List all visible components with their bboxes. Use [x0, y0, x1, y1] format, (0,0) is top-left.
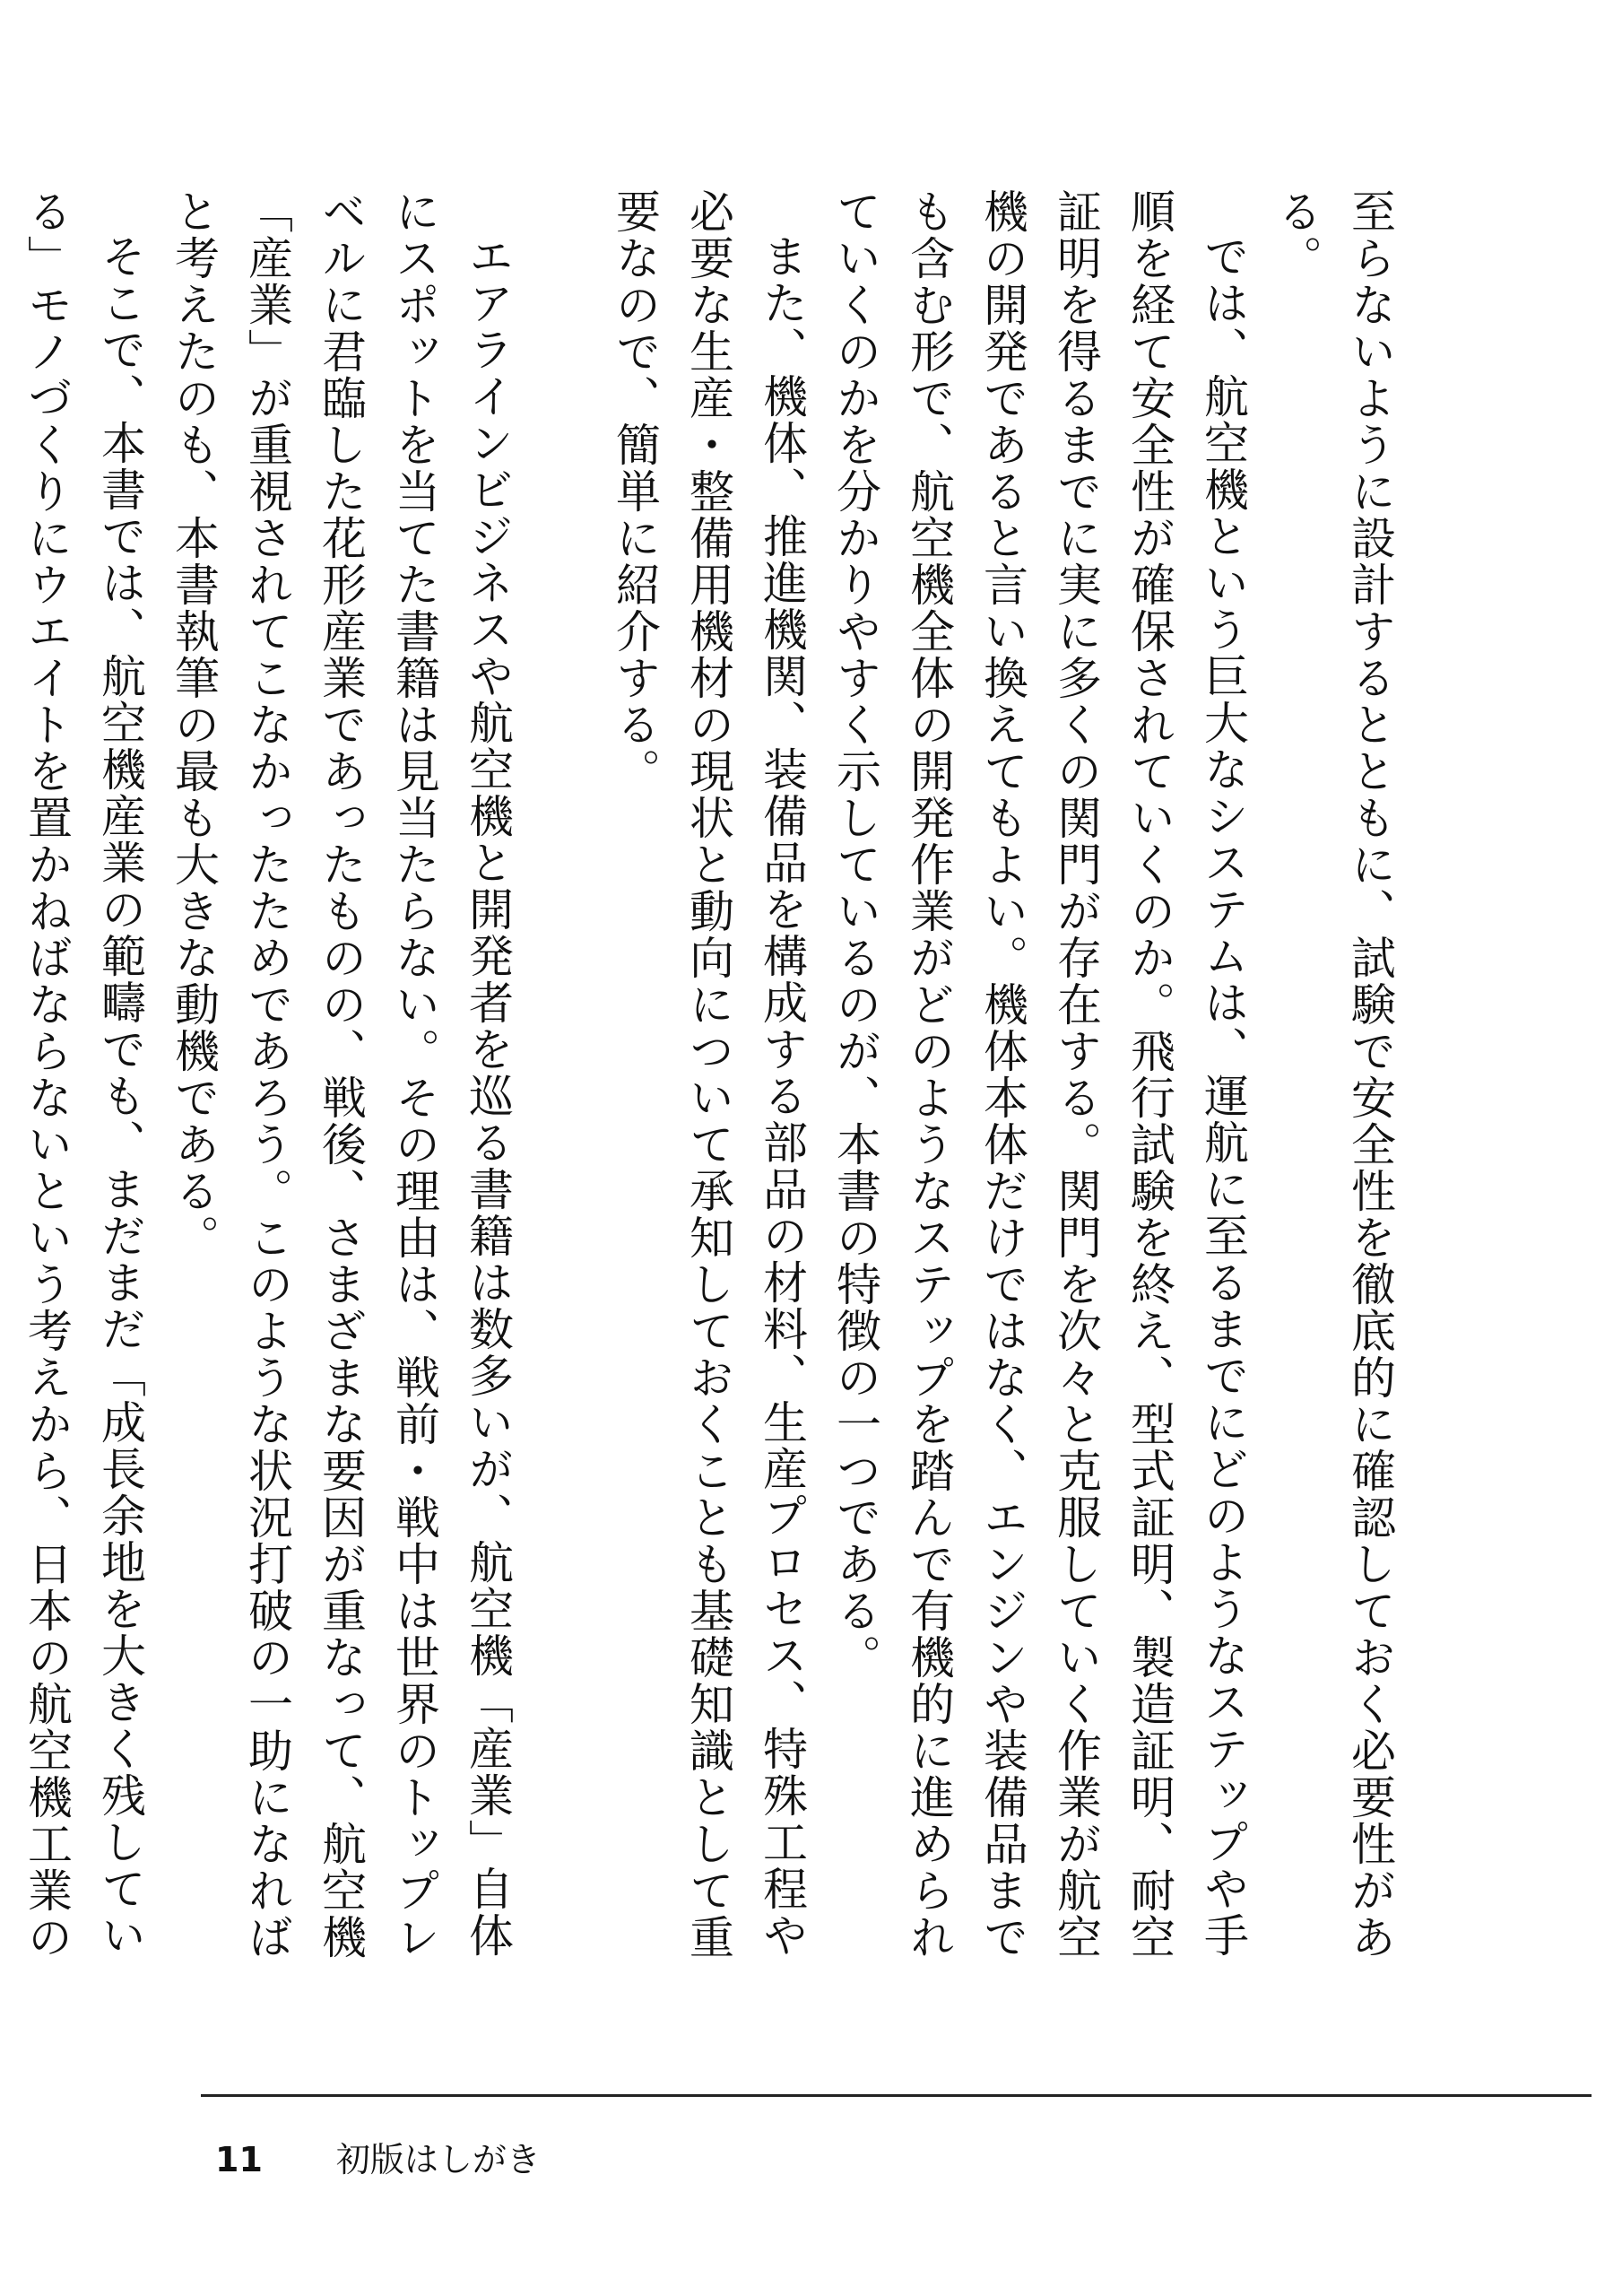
running-head: 初版はしがき [335, 2140, 541, 2179]
page-number: 11 [215, 2140, 263, 2179]
footer-rule [201, 2094, 1592, 2097]
paragraph-1: 至らないように設計するとともに、試験で安全性を徹底的に確認しておく必要性がある。 [1271, 188, 1396, 1961]
page-footer [215, 2133, 541, 2187]
paragraph-5: そこで、本書では、航空機産業の範疇でも、まだまだ「成長余地を大きく残している」モノづくりにウエイトを置かねばならないという考えから、日本の航空機工業の [21, 188, 146, 1961]
paragraph-2: では、航空機という巨大なシステムは、運航に至るまでにどのようなステップや手順を経て安全性が確保されていくのか。飛行試験を終え、型式証明、製造証明、耐空証明を得るまでに実に多くの関門が存在する。関門を次々と克服していく作業が航空機の開発であると言い換えてもよい。機体本体だけではなく、エンジンや装備品までも含む形で、航空機全体の開発作業がどのようなステップを踏んで有機的に進められていくのかを分かりやすく示しているのが、本書の特徴の一つである。 [829, 188, 1249, 1961]
vertical-body-text [21, 188, 1407, 1964]
paragraph-4: エアラインビジネスや航空機と開発者を巡る書籍は数多いが、航空機「産業」自体にスポットを当てた書籍は見当たらない。その理由は、戦前・戦中は世界のトップレベルに君臨した花形産業であったものの、戦後、さまざまな要因が重なって、航空機「産業」が重視されてこなかったためであろう。このような状況打破の一助になればと考えたのも、本書執筆の最も大きな動機である。 [168, 188, 514, 1961]
paragraph-3: また、機体、推進機関、装備品を構成する部品の材料、生産プロセス、特殊工程や必要な生産・整備用機材の現状と動向について承知しておくことも基礎知識として重要なので、簡単に紹介する。 [609, 188, 808, 1961]
